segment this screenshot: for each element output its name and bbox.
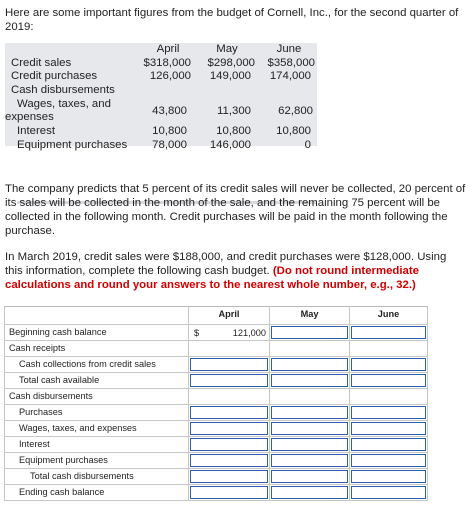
beginning-balance-april: 121,000 — [232, 328, 266, 338]
input-beginning-balance-june[interactable] — [351, 326, 426, 339]
budget-value: $358,000 — [267, 57, 315, 69]
budget-value: 149,000 — [209, 70, 251, 82]
table-column-rule — [188, 306, 189, 501]
intro-text: Here are some important figures from the budget of Cornell, Inc., for the second quarter of 2019: — [5, 7, 459, 33]
input-purchases-april[interactable] — [190, 406, 268, 419]
column-header-may: May — [300, 309, 319, 319]
budget-row-label-continued: expenses — [5, 111, 54, 123]
input-ending-balance-may[interactable] — [271, 486, 348, 499]
budget-value: 43,800 — [152, 105, 187, 117]
input-ending-balance-june[interactable] — [351, 486, 426, 499]
budget-row-label: Credit purchases — [11, 70, 98, 82]
budget-value: $318,000 — [143, 57, 191, 69]
table-row-rule — [4, 340, 428, 341]
budget-value: 0 — [304, 139, 311, 151]
budget-row-label: Equipment purchases — [17, 139, 128, 151]
input-interest-april[interactable] — [190, 438, 268, 451]
row-wages-taxes-expenses: Wages, taxes, and expenses — [19, 423, 137, 433]
budget-value: 10,800 — [276, 125, 311, 137]
column-header-june: June — [377, 309, 400, 319]
row-cash-receipts: Cash receipts — [9, 343, 66, 353]
budget-value: $298,000 — [207, 57, 255, 69]
input-total-disbursements-may[interactable] — [271, 470, 348, 483]
input-equipment-april[interactable] — [190, 454, 268, 467]
input-collections-june[interactable] — [351, 358, 426, 371]
input-equipment-june[interactable] — [351, 454, 426, 467]
budget-value: 78,000 — [152, 139, 187, 151]
row-ending-cash-balance: Ending cash balance — [19, 487, 105, 497]
currency-symbol: $ — [194, 328, 200, 338]
table-border-bottom — [4, 500, 428, 501]
input-total-disbursements-april[interactable] — [190, 470, 268, 483]
budget-value: 62,800 — [278, 105, 313, 117]
budget-value: 10,800 — [152, 125, 187, 137]
table-column-rule — [269, 306, 270, 501]
cash-budget-table — [4, 306, 428, 502]
table-border-top — [4, 306, 428, 307]
row-total-cash-available: Total cash available — [19, 375, 100, 385]
budget-value: 10,800 — [216, 125, 251, 137]
budget-header-april: April — [156, 43, 180, 55]
budget-value: 146,000 — [209, 139, 251, 151]
input-interest-may[interactable] — [271, 438, 348, 451]
input-total-cash-available-june[interactable] — [351, 374, 426, 387]
row-interest: Interest — [19, 439, 50, 449]
table-border-right — [427, 306, 428, 501]
budget-row-label: Interest — [17, 125, 55, 137]
table-column-rule — [349, 306, 350, 501]
input-wages-may[interactable] — [271, 422, 348, 435]
instruction-text: In March 2019, credit sales were $188,000, and credit purchases were $128,000. Using this information, complete the following cash budget. — [5, 251, 447, 277]
instruction-paragraph-1: The company predicts that 5 percent of its credit sales will never be collected, 20 percent of its sales will be collected in the month of the sale, and the remaining 75 percent will be collected in the following month. Credit purchases will be paid in the month following the purchase. — [5, 183, 466, 237]
input-interest-june[interactable] — [351, 438, 426, 451]
column-header-april: April — [218, 309, 240, 319]
input-total-disbursements-june[interactable] — [351, 470, 426, 483]
row-cash-disbursements: Cash disbursements — [9, 391, 93, 401]
input-total-cash-available-april[interactable] — [190, 374, 268, 387]
budget-row-label: Credit sales — [11, 57, 72, 69]
row-cash-collections: Cash collections from credit sales — [19, 359, 156, 369]
budget-row-label: Wages, taxes, and — [17, 98, 111, 110]
input-collections-april[interactable] — [190, 358, 268, 371]
budget-value: 11,300 — [217, 105, 251, 117]
row-total-cash-disbursements: Total cash disbursements — [30, 471, 134, 481]
instruction-paragraph-2 — [5, 250, 467, 292]
budget-value: 174,000 — [269, 70, 311, 82]
budget-header-may: May — [216, 43, 238, 55]
input-wages-june[interactable] — [351, 422, 426, 435]
input-purchases-may[interactable] — [271, 406, 348, 419]
budget-value: 126,000 — [149, 70, 191, 82]
input-ending-balance-april[interactable] — [190, 486, 268, 499]
table-border-left — [4, 306, 5, 501]
table-row-rule — [4, 436, 428, 437]
row-purchases: Purchases — [19, 407, 63, 417]
table-row-rule — [4, 404, 428, 405]
input-wages-april[interactable] — [190, 422, 268, 435]
budget-row-label: Cash disbursements — [11, 84, 115, 96]
input-total-cash-available-may[interactable] — [271, 374, 348, 387]
budget-header-june: June — [276, 43, 302, 55]
budget-table — [5, 43, 317, 160]
row-equipment-purchases: Equipment purchases — [19, 455, 108, 465]
input-equipment-may[interactable] — [271, 454, 348, 467]
input-beginning-balance-may[interactable] — [271, 326, 348, 339]
input-collections-may[interactable] — [271, 358, 348, 371]
rounding-note: (Do not round intermediate calculations and round your answers to the nearest whole number, e.g., 32.) — [5, 265, 420, 291]
input-purchases-june[interactable] — [351, 406, 426, 419]
row-beginning-cash-balance: Beginning cash balance — [9, 327, 107, 337]
